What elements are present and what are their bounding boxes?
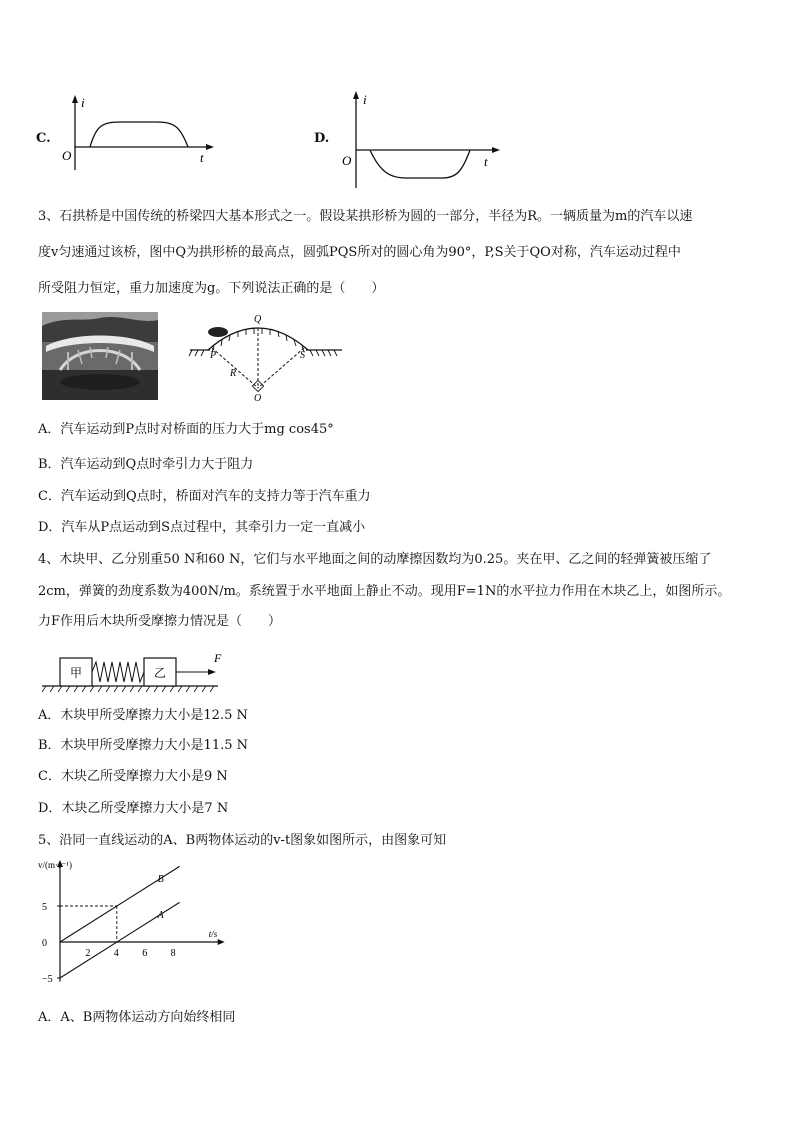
spring-block-diagram <box>40 648 240 696</box>
d-axis-i: i <box>363 92 367 107</box>
block-yi: 乙 <box>154 666 167 680</box>
option-d-label: D. <box>314 131 330 146</box>
label-o: O <box>254 393 262 402</box>
q4-line-1: 4、木块甲、乙分别重50 N和60 N，它们与水平地面之间的动摩擦因数均为0.25。夹在甲、乙之间的轻弹簧被压缩了 <box>38 552 712 567</box>
q3-option-c: C．汽车运动到Q点时，桥面对汽车的支持力等于汽车重力 <box>38 489 371 504</box>
x-axis-label: t/s <box>208 929 218 939</box>
y-axis-label: v/(m·s⁻¹) <box>38 860 72 870</box>
option-c-graph <box>36 92 206 172</box>
c-axis-t: t <box>200 150 204 165</box>
x-tick-label-8: 8 <box>170 948 176 959</box>
label-r: R <box>230 368 237 379</box>
q4-option-a: A．木块甲所受摩擦力大小是12.5 N <box>38 708 248 723</box>
q3-option-b: B．汽车运动到Q点时牵引力大于阻力 <box>38 457 254 472</box>
option-c-label: C. <box>36 131 51 146</box>
q3-option-a: A．汽车运动到P点时对桥面的压力大于mg cos45° <box>38 422 334 437</box>
x-tick-label-2: 2 <box>85 948 91 959</box>
label-q: Q <box>254 314 262 325</box>
c-axis-i: i <box>81 95 85 110</box>
q5-line-1: 5、沿同一直线运动的A、B两物体运动的v-t图象如图所示，由图象可知 <box>38 833 447 848</box>
q4-line-2: 2cm，弹簧的劲度系数为400N/m。系统置于水平地面上静止不动。现用F=1N的水平拉力作用在木块乙上，如图所示。 <box>38 584 731 599</box>
bridge-arc-diagram <box>182 310 352 402</box>
q4-line-3: 力F作用后木块所受摩擦力情况是（ ） <box>38 614 282 629</box>
y-tick-label-0: 5 <box>42 902 47 913</box>
option-d-graph <box>314 88 504 190</box>
series-label-B: B <box>157 874 164 885</box>
q4-option-c: C．木块乙所受摩擦力大小是9 N <box>38 769 228 784</box>
series-label-A: A <box>157 910 164 921</box>
x-axis-arrow <box>218 939 225 945</box>
c-origin: O <box>62 148 72 163</box>
q4-option-d: D．木块乙所受摩擦力大小是7 N <box>38 801 229 816</box>
y-tick-label-1: 0 <box>42 938 47 949</box>
q5-option-a: A．A、B两物体运动方向始终相同 <box>38 1010 236 1025</box>
q4-option-b: B．木块甲所受摩擦力大小是11.5 N <box>38 738 249 753</box>
label-p: P <box>210 350 217 361</box>
d-axis-t: t <box>484 154 488 169</box>
block-jia: 甲 <box>70 666 83 680</box>
q3-option-d: D．汽车从P点运动到S点过程中，其牵引力一定一直减小 <box>38 520 366 535</box>
d-origin: O <box>342 153 352 168</box>
y-tick-label-2: −5 <box>42 974 53 985</box>
option-d-svg <box>336 88 506 190</box>
x-tick-label-4: 4 <box>113 948 119 959</box>
label-s: S <box>300 350 305 361</box>
x-tick-label-6: 6 <box>142 948 148 959</box>
q3-line-1: 3、石拱桥是中国传统的桥梁四大基本形式之一。假设某拱形桥为圆的一部分，半径为R。一辆质量为m的汽车以速 <box>38 209 693 224</box>
vt-graph <box>38 856 228 996</box>
q3-line-2: 度v匀速通过该桥，图中Q为拱形桥的最高点，圆弧PQS所对的圆心角为90°，P,S关于QO对称，汽车运动过程中 <box>38 245 681 260</box>
q3-line-3: 所受阻力恒定，重力加速度为g。下列说法正确的是（ ） <box>38 281 385 296</box>
option-c-svg <box>60 92 220 172</box>
stone-bridge-photo <box>42 312 158 400</box>
force-label: F <box>214 651 222 665</box>
